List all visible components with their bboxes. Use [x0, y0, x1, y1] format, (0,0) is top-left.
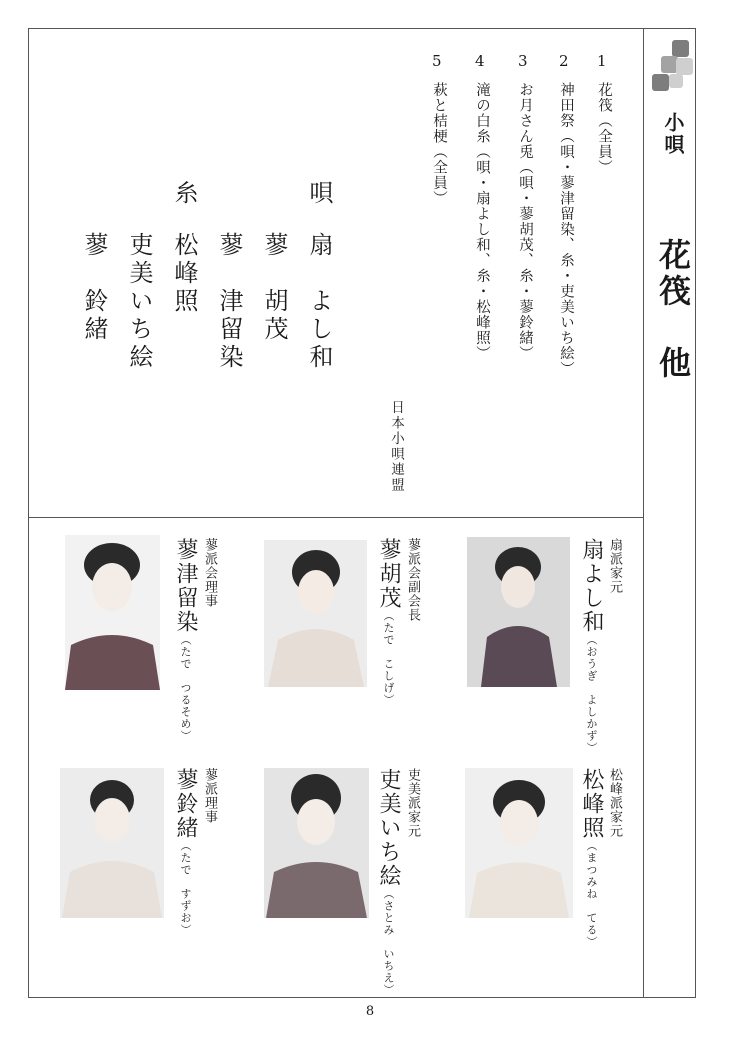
song-title: 萩と桔梗（全員）	[431, 82, 447, 206]
performer-title: 蓼派会理事	[202, 538, 217, 608]
performer-name	[170, 768, 201, 936]
song-title: 滝の白糸（唄・扇よし和、糸・松峰照）	[474, 82, 490, 361]
cast-name: 蓼 鈴緒	[80, 232, 108, 344]
song-title: お月さん兎（唄・蓼胡茂、糸・蓼鈴緒）	[517, 82, 533, 361]
performer-name-text: 蓼津留染	[173, 538, 198, 634]
performer-title: 吏美派家元	[405, 768, 420, 838]
song-number: 3	[518, 52, 528, 70]
deco-square-dark	[672, 40, 689, 57]
performer-reading: （さとみ いちえ）	[382, 888, 395, 996]
performer-name-text: 蓼鈴緒	[173, 768, 198, 840]
performer-name	[373, 538, 404, 706]
song-number: 1	[597, 52, 607, 70]
performer-reading: （まつみね てる）	[585, 840, 598, 948]
song-title: 花筏（全員）	[596, 82, 612, 175]
performer-name-text: 吏美いち絵	[376, 768, 401, 888]
performer-reading: （たで すずお）	[179, 840, 192, 936]
performer-name-text: 松峰照	[579, 768, 604, 840]
page-number: 8	[365, 1004, 375, 1019]
performer-name	[576, 768, 607, 948]
portrait-photo	[465, 768, 573, 918]
portrait-photo	[264, 768, 369, 918]
cast-name: 蓼 津留染	[215, 232, 243, 372]
program-title: 花筏 他	[654, 238, 692, 382]
performer-name-text: 蓼胡茂	[376, 538, 401, 610]
song-number: 5	[432, 52, 442, 70]
deco-square-dark-2	[652, 74, 669, 91]
performer-reading: （おうぎ よしかず）	[585, 634, 598, 754]
performer-name	[576, 538, 607, 754]
performer-title: 松峰派家元	[607, 768, 622, 838]
deco-square-light	[676, 58, 693, 75]
cast-name: 蓼 胡茂	[260, 232, 288, 344]
portrait-photo	[65, 535, 160, 690]
song-number: 4	[475, 52, 485, 70]
cast-name: 松峰照	[170, 232, 198, 316]
performer-name	[170, 538, 201, 742]
cast-name: 吏美いち絵	[125, 232, 153, 372]
song-title: 神田祭（唄・蓼津留染、糸・吏美いち絵）	[558, 82, 574, 377]
cast-name: 扇 よし和	[305, 232, 333, 372]
portrait-photo	[264, 540, 367, 687]
genre-label: 小唄	[661, 112, 685, 156]
performer-title: 蓼派会副会長	[405, 538, 420, 622]
performer-reading: （たで つるそめ）	[179, 634, 192, 742]
sidebar-divider	[643, 28, 644, 998]
performer-name	[373, 768, 404, 996]
performer-title: 蓼派理事	[202, 768, 217, 824]
portrait-photo	[60, 768, 164, 918]
portrait-photo	[467, 537, 570, 687]
performer-name-text: 扇よし和	[579, 538, 604, 634]
cast-role: 唄	[305, 180, 333, 208]
performer-reading: （たで こしげ）	[382, 610, 395, 706]
organization-name: 日本小唄連盟	[388, 400, 404, 493]
section-divider	[28, 517, 644, 518]
deco-square-light-2	[669, 74, 683, 88]
cast-role: 糸	[170, 180, 198, 208]
song-number: 2	[559, 52, 569, 70]
performer-title: 扇派家元	[607, 538, 622, 594]
